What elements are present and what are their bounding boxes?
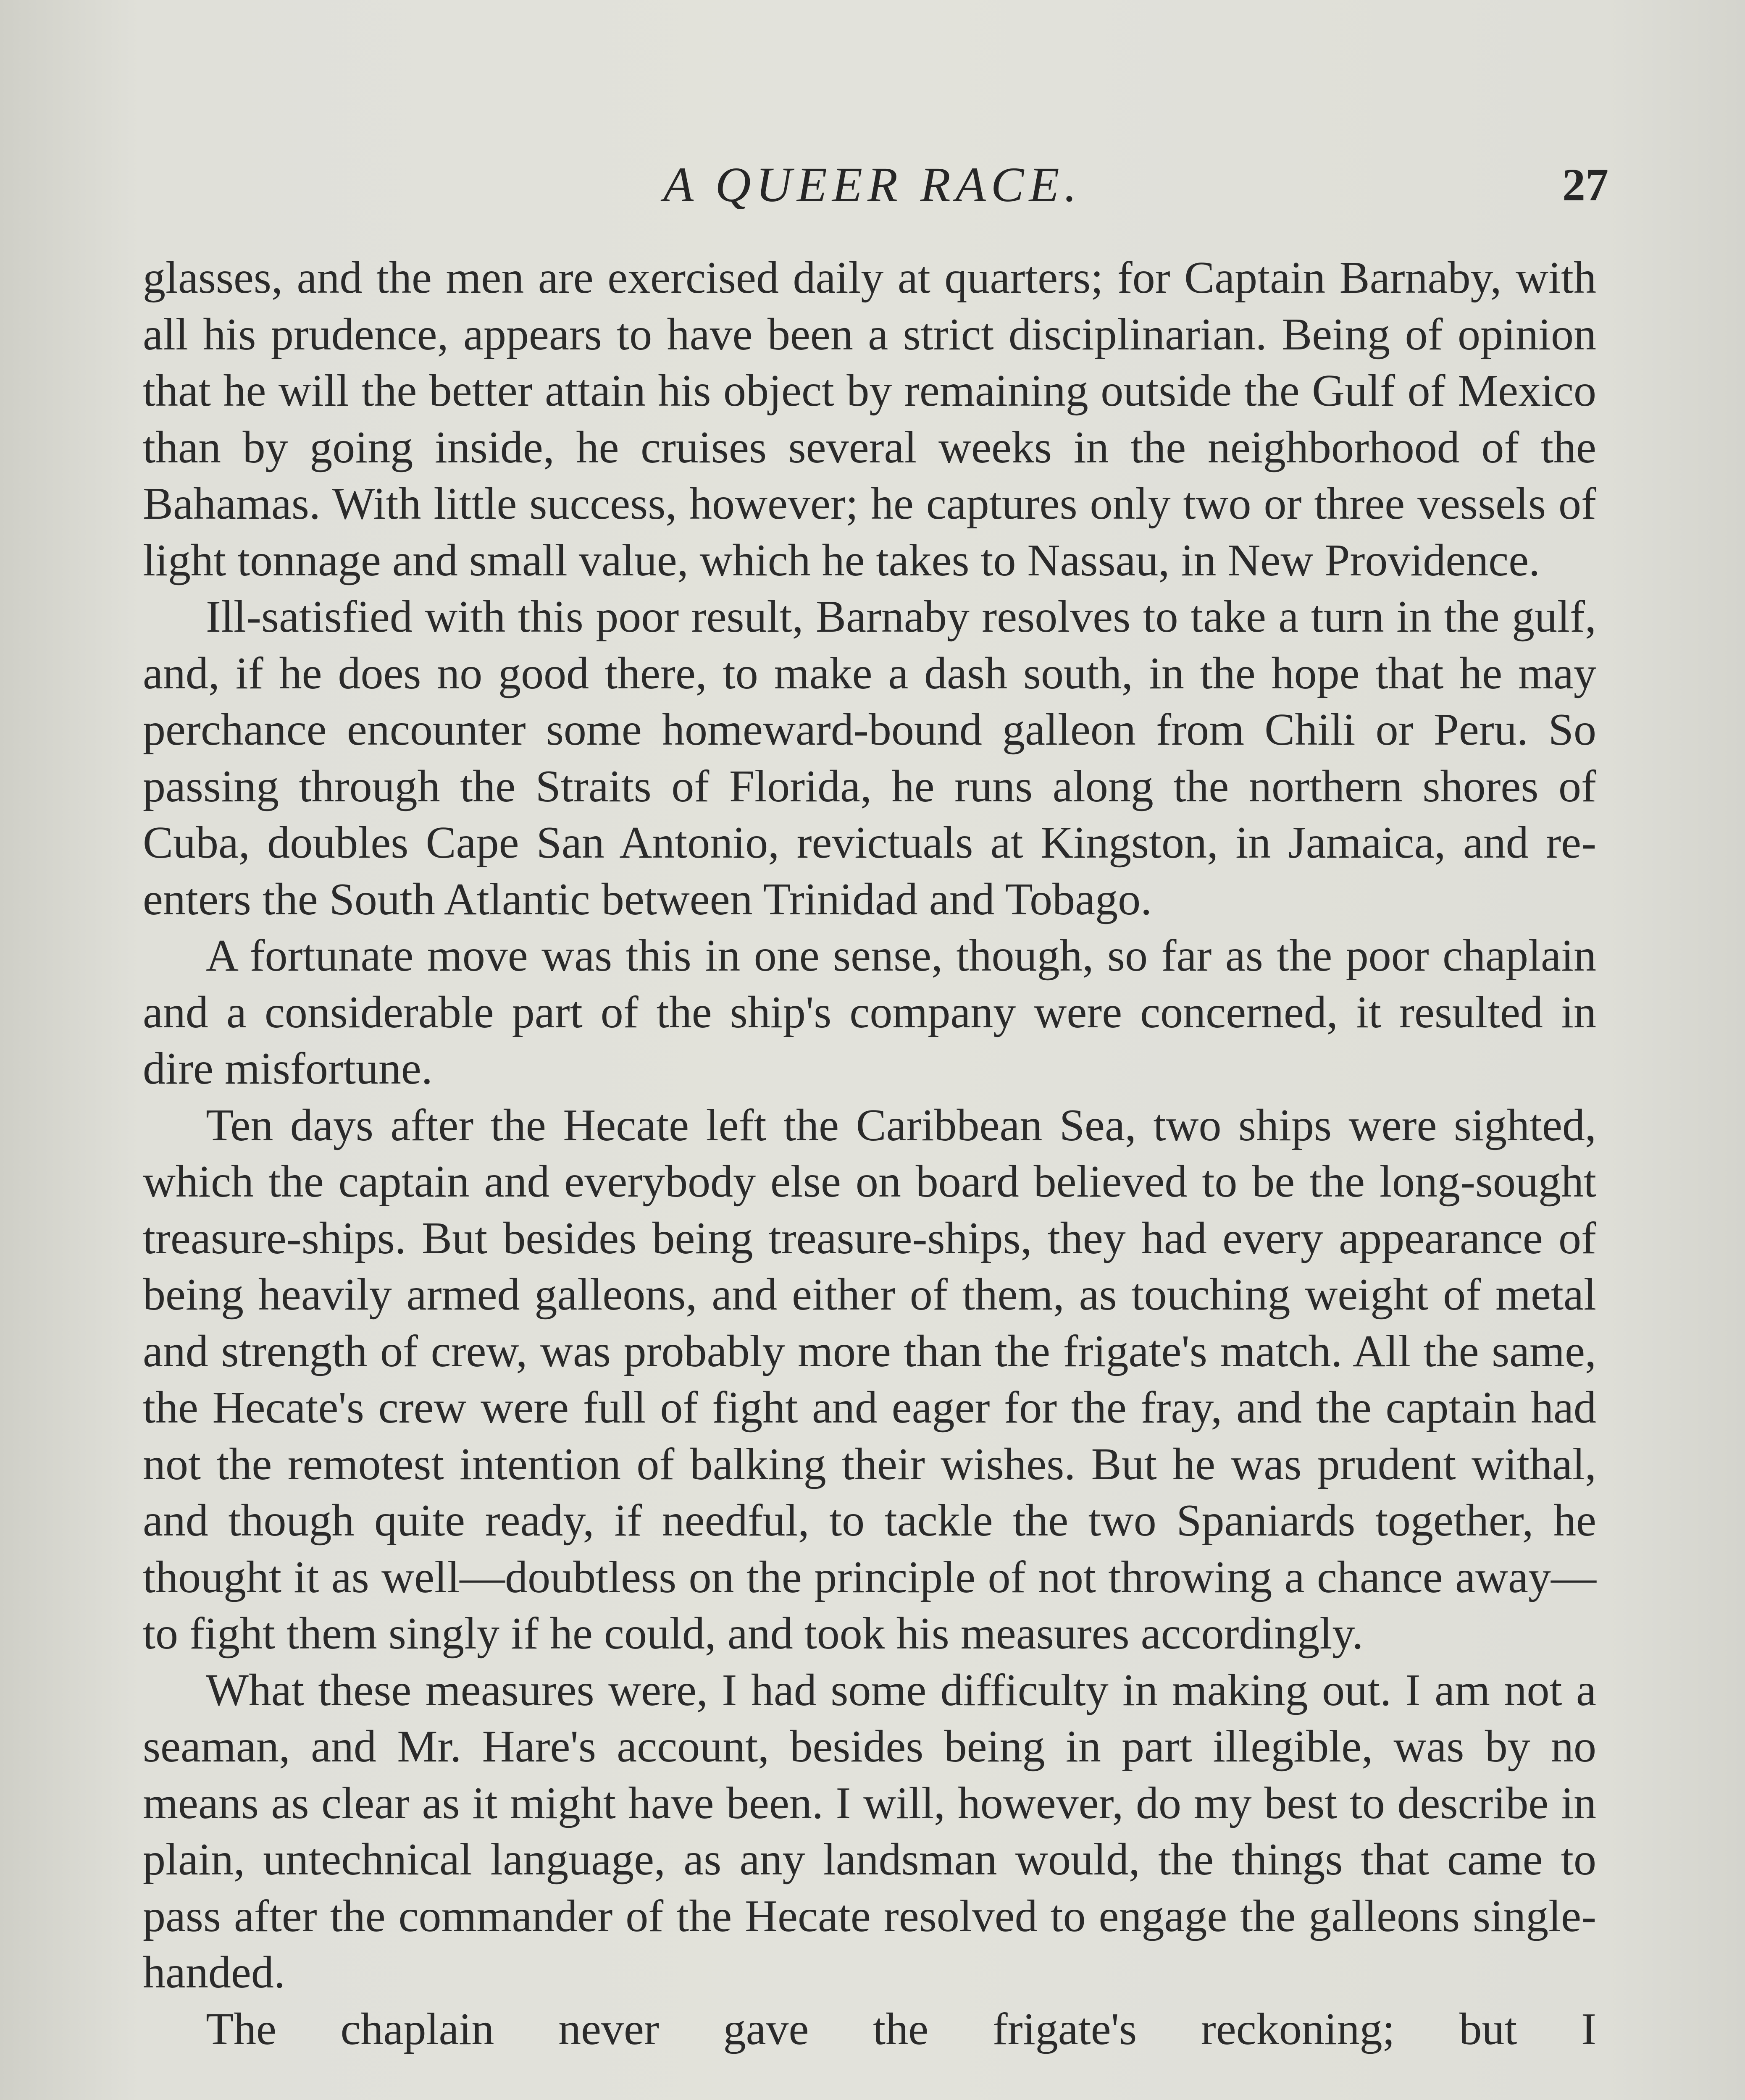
paragraph-4: Ten days after the Hecate left the Caribbean Sea, two ships were sighted, which the captain and everybody else on board believed to be the long-sought treasure-ships. But besides being treasure-ships, they had every appearance of being heavily armed galleons, and either of them, as touching weight of metal and strength of crew, was probably more than the frigate's match. All the same, the Hecate's crew were full of fight and eager for the fray, and the captain had not the remotest intention of balking their wishes. But he was prudent withal, and though quite ready, if needful, to tackle the two Spaniards together, he thought it as well—doubtless on the principle of not throwing a chance away—to fight them singly if he could, and took his measures accordingly. (143, 1100, 1596, 1659)
paragraph-2: Ill-satisfied with this poor result, Barnaby resolves to take a turn in the gulf, and, if he does no good there, to make a dash south, in the hope that he may perchance encounter some homeward-bound galleon from Chili or Peru. So passing through the Straits of Florida, he runs along the northern shores of Cuba, doubles Cape San Antonio, revictuals at Kingston, in Jamaica, and re-enters the South Atlantic between Trinidad and Tobago. (143, 592, 1596, 924)
page-number: 27 (1562, 159, 1608, 210)
running-head: A QUEER RACE. (663, 157, 1082, 212)
page-header (145, 151, 1608, 218)
body-text (143, 250, 1596, 2058)
paragraph-1: glasses, and the men are exercised daily at quarters; for Captain Barnaby, with all his prudence, appears to have been a strict disciplinarian. Being of opinion that he will the better attain his object by remaining outside the Gulf of Mexico than by going inside, he cruises several weeks in the neighborhood of the Bahamas. With little success, however; he captures only two or three vessels of light tonnage and small value, which he takes to Nassau, in New Providence. (143, 253, 1596, 585)
paragraph-3: A fortunate move was this in one sense, though, so far as the poor chaplain and a considerable part of the ship's company were concerned, it resulted in dire misfortune. (143, 931, 1596, 1094)
paragraph-6: The chaplain never gave the frigate's reckoning; but I (206, 2004, 1596, 2054)
paragraph-5: What these measures were, I had some difficulty in making out. I am not a seaman, and Mr. Hare's account, besides being in part illegible, was by no means as clear as it might have been. I will, however, do my best to describe in plain, untechnical language, as any landsman would, the things that came to pass after the commander of the Hecate resolved to engage the galleons single-handed. (143, 1665, 1596, 1998)
